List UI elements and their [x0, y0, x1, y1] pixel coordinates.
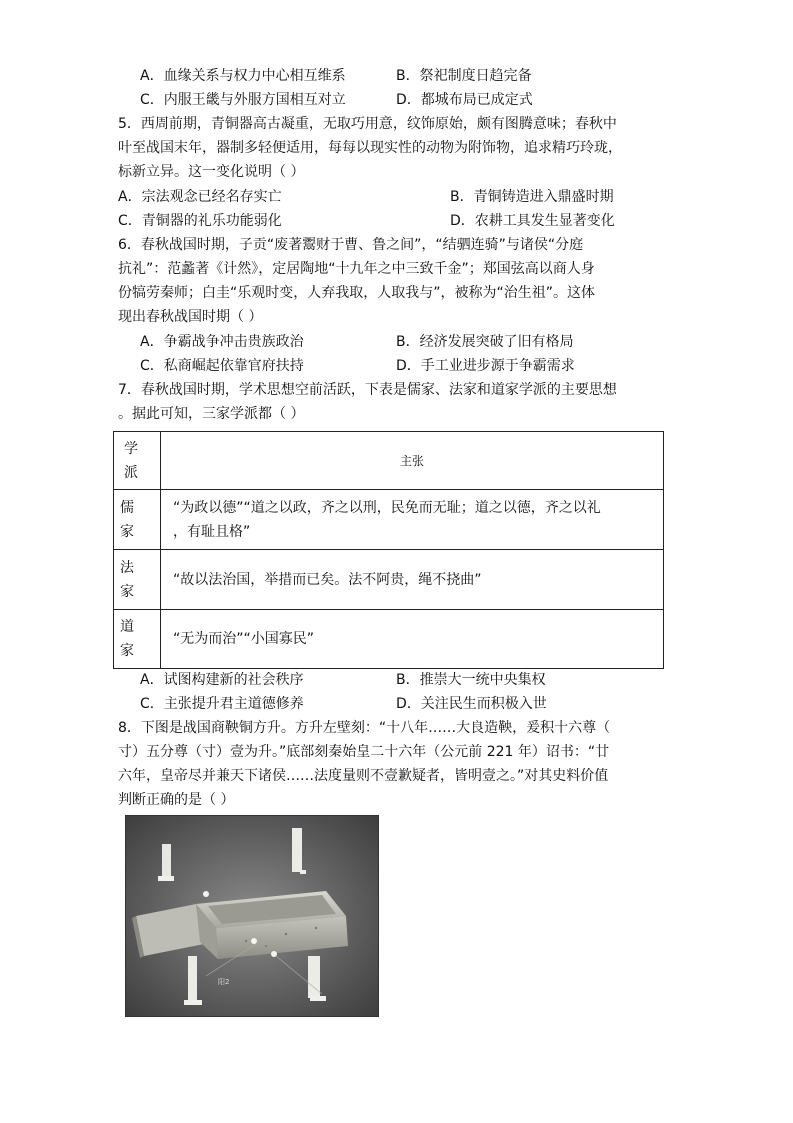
- school-name-line-2: 家: [120, 643, 134, 659]
- table-row: [114, 610, 664, 669]
- school-name-cell: [114, 550, 161, 610]
- q8-stem-line-1: 8．下图是战国商鞅铜方升。方升左壁刻：“十八年……大良造鞅，爰积十六尊（: [118, 720, 611, 736]
- q5-stem-line-3: 标新立异。这一变化说明（ ）: [118, 164, 305, 180]
- q6-stem-line-4: 现出春秋战国时期（ ）: [118, 309, 263, 325]
- q8-stem-line-3: 六年，皇帝尽并兼天下诸侯……法度量则不壹歉疑者，皆明壹之。”对其史料价值: [118, 768, 609, 784]
- school-claim-cell: [161, 550, 664, 610]
- q6-option-d: D．手工业进步源于争霸需求: [396, 358, 575, 374]
- claim-line-2: ，有耻且格”: [173, 523, 251, 540]
- school-name-line-2: 家: [120, 523, 134, 540]
- bronze-sheng-illustration: [126, 816, 378, 1016]
- q8-stem-line-4: 判断正确的是（ ）: [118, 792, 235, 808]
- header-school-line-2: 派: [124, 464, 138, 481]
- table-header-row: [114, 432, 664, 490]
- photo-caption: 阳2: [218, 978, 230, 986]
- header-school-line-1: 学: [124, 440, 138, 457]
- q7-option-d: D．关注民生而积极入世: [396, 696, 547, 712]
- q4-option-b: B．祭祀制度日趋完备: [396, 68, 532, 84]
- q7-option-a: A．试图构建新的社会秩序: [140, 672, 304, 688]
- table-row: [114, 490, 664, 550]
- school-name-line-1: 法: [120, 559, 134, 576]
- q8-stem-line-2: 寸）五分尊（寸）壹为升。”底部刻秦始皇二十六年（公元前 221 年）诏书：“廿: [118, 744, 610, 760]
- q6-stem-line-1: 6．春秋战国时期，子贡“废著鬻财于曹、鲁之间”，“结驷连骑”与诸侯“分庭: [118, 237, 584, 253]
- q5-stem-line-1: 5．西周前期，青铜器高古凝重，无取巧用意，纹饰原始，颇有图腾意味；春秋中: [118, 116, 617, 132]
- q4-option-d: D．都城布局已成定式: [396, 92, 533, 108]
- school-name-line-2: 家: [120, 583, 134, 600]
- table-header-claims: 主张: [161, 432, 664, 490]
- claim-line-1: “故以法治国，举措而已矣。法不阿贵，绳不挠曲”: [173, 571, 482, 588]
- q6-stem-line-2: 抗礼”：范蠡著《计然》，定居陶地“十九年之中三致千金”；郑国弦高以商人身: [118, 261, 595, 277]
- school-name-cell: [114, 490, 161, 550]
- claim-line-1: “为政以德”“道之以政，齐之以刑，民免而无耻；道之以德，齐之以礼: [173, 499, 601, 516]
- q7-stem-line-1: 7．春秋战国时期，学术思想空前活跃，下表是儒家、法家和道家学派的主要思想: [118, 382, 617, 398]
- q5-option-c: C．青铜器的礼乐功能弱化: [118, 213, 282, 229]
- q7-option-c: C．主张提升君主道德修养: [140, 696, 304, 712]
- q4-option-a: A．血缘关系与权力中心相互维系: [140, 68, 346, 84]
- school-name-cell: [114, 610, 161, 669]
- q7-option-b: B．推崇大一统中央集权: [396, 672, 546, 688]
- school-name-line-1: 儒: [120, 499, 134, 516]
- school-name-line-1: 道: [120, 619, 134, 635]
- q6-stem-line-3: 份犒劳秦师；白圭“乐观时变，人弃我取，人取我与”，被称为“治生祖”。这体: [118, 285, 596, 301]
- table-header-school: [114, 432, 161, 490]
- q6-option-a: A．争霸战争冲击贵族政治: [140, 334, 304, 350]
- school-claim-cell: [161, 490, 664, 550]
- schools-table: [113, 431, 664, 669]
- q5-option-b: B．青铜铸造进入鼎盛时期: [450, 189, 614, 205]
- q5-option-d: D．农耕工具发生显著变化: [450, 213, 615, 229]
- table-row: [114, 550, 664, 610]
- school-claim-cell: [161, 610, 664, 669]
- q5-option-a: A．宗法观念已经名存实亡: [118, 189, 282, 205]
- q6-option-b: B．经济发展突破了旧有格局: [396, 334, 574, 350]
- q6-option-c: C．私商崛起依靠官府扶持: [140, 358, 304, 374]
- q7-stem-line-2: 。据此可知，三家学派都（ ）: [118, 406, 305, 422]
- q5-stem-line-2: 叶至战国末年，器制多轻便适用，每每以现实性的动物为附饰物，追求精巧玲珑，: [118, 140, 622, 156]
- claim-line-1: “无为而治”“小国寡民”: [173, 631, 315, 647]
- bronze-sheng-photo: [125, 815, 379, 1017]
- q4-option-c: C．内服王畿与外服方国相互对立: [140, 92, 346, 108]
